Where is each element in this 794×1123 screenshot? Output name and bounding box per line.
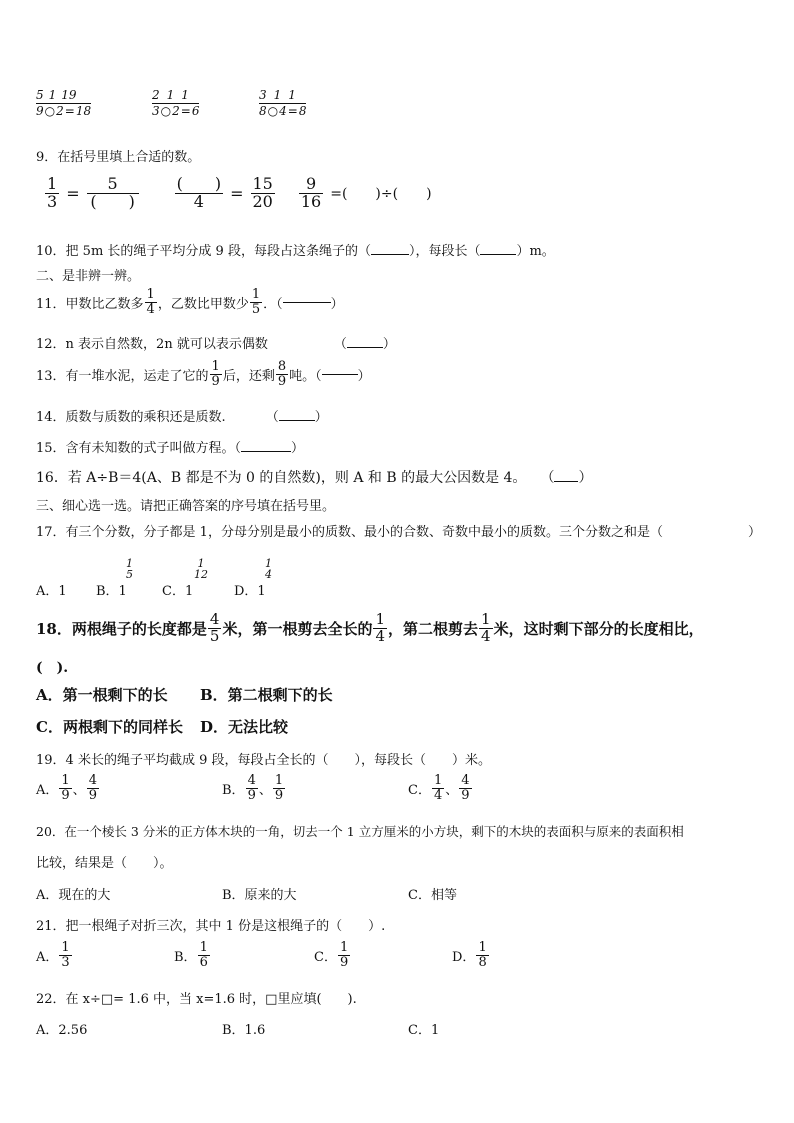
answer-blank[interactable] (241, 451, 291, 452)
option-18-c[interactable]: C．两根剩下的同样长 (36, 718, 183, 736)
option-20-a[interactable]: A．现在的大 (36, 888, 111, 903)
option-19-c[interactable]: C． $\frac{1}{4}$ 、 $\frac{4}{9}$ (408, 773, 470, 803)
option-18-d[interactable]: D．无法比较 (200, 718, 289, 736)
section-2-heading: 二、是非辨一辨。 (36, 269, 141, 284)
answer-blank[interactable] (480, 254, 516, 255)
question-16: 16．若 A÷B＝4(A、B 都是不为 0 的自然数)，则 A 和 B 的最大公因数是 4。 （ ） (36, 470, 593, 486)
option-17-b[interactable]: B．1 1 5 (96, 557, 133, 599)
question-17: 17．有三个分数，分子都是 1，分母分别是最小的质数、最小的合数、奇数中最小的质数。三个分数之和是（ (36, 525, 663, 540)
question-20-line2: 比较，结果是（ ）。 (36, 856, 173, 871)
question-11: 11．甲数比乙数多 $\frac{1}{4}$ ，乙数比甲数少 $\frac{1}{5}$ ．（ ） (36, 287, 344, 317)
option-21-d[interactable]: D． $\frac{1}{8}$ (452, 940, 487, 970)
fraction-expr-1: 5 1 19 9 ○ 2 = 18 (36, 88, 92, 118)
answer-blank[interactable] (554, 481, 578, 482)
option-22-c[interactable]: C．1 (408, 1023, 440, 1038)
option-19-b[interactable]: B． $\frac{4}{9}$ 、 $\frac{1}{9}$ (222, 773, 284, 803)
question-15: 15．含有未知数的式子叫做方程。（ ） (36, 441, 305, 456)
question-17-close: ） (748, 525, 762, 540)
question-22: 22．在 x÷□= 1.6 中，当 x=1.6 时，□里应填( ). (36, 992, 357, 1007)
option-22-a[interactable]: A．2.56 (36, 1023, 88, 1038)
section-3-heading: 三、细心选一选。请把正确答案的序号填在括号里。 (36, 499, 336, 514)
option-17-d[interactable]: D．1 1 4 (234, 557, 272, 599)
question-18-blank: ( ). (36, 660, 69, 676)
question-18: 18．两根绳子的长度都是 $\frac{4}{5}$ 米，第一根剪去全长的 $\frac{1}{4}$ ，第二根剪去 $\frac{1}{4}$ 米，这时剩下部分的长度相比， (36, 610, 704, 645)
question-14: 14．质数与质数的乘积还是质数. （ ） (36, 410, 328, 425)
answer-blank[interactable] (322, 374, 358, 375)
option-18-a[interactable]: A．第一根剩下的长 (36, 686, 168, 704)
option-21-c[interactable]: C． $\frac{1}{9}$ (314, 940, 349, 970)
question-19: 19．4 米长的绳子平均截成 9 段，每段占全长的（ ），每段长（ ）米。 (36, 753, 491, 768)
question-12: 12．n 表示自然数，2n 就可以表示偶数 （ ） (36, 337, 396, 352)
option-20-b[interactable]: B．原来的大 (222, 888, 297, 903)
answer-blank[interactable] (283, 302, 331, 303)
option-22-b[interactable]: B．1.6 (222, 1023, 266, 1038)
fraction-expr-2: 2 1 1 3 ○ 2 = 6 (152, 88, 200, 118)
answer-blank[interactable] (279, 420, 315, 421)
question-9-title: 9．在括号里填上合适的数。 (36, 150, 201, 165)
fraction-expr-3: 3 1 1 8 ○ 4 = 8 (259, 88, 307, 118)
option-20-c[interactable]: C．相等 (408, 888, 457, 903)
question-10: 10．把 5m 长的绳子平均分成 9 段，每段占这条绳子的（ ），每段长（ ）m。 (36, 244, 555, 259)
question-13: 13．有一堆水泥，运走了它的 $\frac{1}{9}$ 后，还剩 $\frac{8}{9}$ 吨。（ ） (36, 359, 371, 389)
question-9-equations: $\frac{1}{3}$ = $\frac{5}{( )}$ $\frac{( )}{4}$ = $\frac{15}{20}$ $\frac{9}{16}$ =( )÷( ) (47, 174, 432, 211)
option-17-c[interactable]: C．1 1 12 (162, 557, 208, 599)
question-20-line1: 20．在一个棱长 3 分米的正方体木块的一角，切去一个 1 立方厘米的小方块，剩下的木块的表面积与原来的表面积相 (36, 824, 684, 839)
option-21-a[interactable]: A． $\frac{1}{3}$ (36, 940, 70, 970)
answer-blank[interactable] (371, 254, 409, 255)
option-21-b[interactable]: B． $\frac{1}{6}$ (174, 940, 208, 970)
option-18-b[interactable]: B．第二根剩下的长 (200, 686, 333, 704)
answer-blank[interactable] (347, 347, 383, 348)
question-21: 21．把一根绳子对折三次，其中 1 份是这根绳子的（ ）. (36, 919, 386, 934)
option-19-a[interactable]: A． $\frac{1}{9}$ 、 $\frac{4}{9}$ (36, 773, 97, 803)
option-17-a[interactable]: A．1 (36, 584, 67, 599)
